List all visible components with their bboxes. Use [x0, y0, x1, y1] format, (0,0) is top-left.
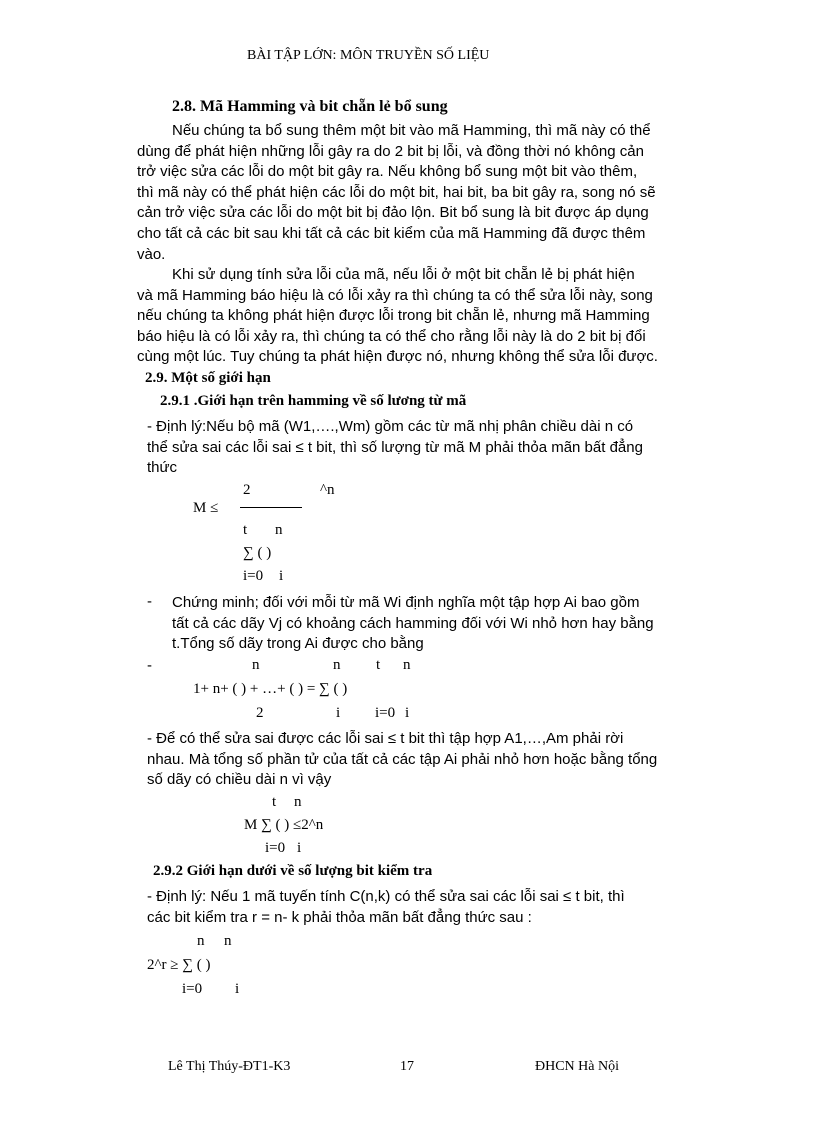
text-line: trở việc sửa các lỗi do một bit gây ra. Nếu không bổ sung một bit vào thêm, [137, 163, 638, 181]
formula-i0: i=0 [265, 840, 286, 856]
text-line: Chứng minh; đối với mỗi từ mã Wi định nghĩa một tập hợp Ai bao gồm [172, 594, 640, 611]
formula-main: M ∑ ( ) ≤2^n [244, 817, 324, 833]
formula-main: 2^r ≥ ∑ ( ) [147, 957, 211, 973]
formula-i: i [279, 568, 284, 584]
text-line: cho tất cả các bit sau khi tất cả các bit kiểm của mã Hamming đã được thêm [137, 224, 646, 242]
theorem-lower-bound [147, 887, 625, 928]
formula-n: n [224, 933, 232, 949]
formula-top: n [333, 657, 341, 673]
formula-i: i [297, 840, 302, 856]
section-2-8-paragraph-1 [137, 121, 656, 265]
text-line: và mã Hamming báo hiệu là có lỗi xảy ra thì chúng ta có thể sửa lỗi này, song [137, 286, 653, 304]
formula-i: i [235, 981, 240, 997]
proof-paragraph [172, 593, 654, 655]
formula-lhs: M ≤ [193, 500, 219, 516]
condition-paragraph [147, 729, 657, 791]
text-line: dùng để phát hiện những lỗi gây ra do 2 bit bị lỗi, và đồng thời nó không cản [137, 142, 644, 160]
text-line: thì mã này có thể phát hiện các lỗi do một bit, hai bit, ba bit gây ra, song nó sẽ [137, 183, 656, 201]
formula-n: n [197, 933, 205, 949]
footer-author: Lê Thị Thúy-ĐT1-K3 [168, 1059, 291, 1074]
text-line: các bit kiểm tra r = n- k phải thỏa mãn bất đẳng thức sau : [147, 908, 532, 926]
text-line: vào. [137, 245, 166, 263]
formula-exponent: ^n [320, 482, 335, 498]
bullet-dash: - [147, 593, 152, 610]
formula-top: t [376, 657, 381, 673]
text-line: nhau. Mà tổng số phần tử của tất cả các tập Ai phải nhỏ hơn hoặc bằng tổng [147, 750, 658, 768]
fraction-bar [240, 507, 302, 508]
text-line: Khi sử dụng tính sửa lỗi của mã, nếu lỗi ở một bit chẵn lẻ bị phát hiện [172, 266, 635, 283]
footer-organization: ĐHCN Hà Nội [535, 1059, 619, 1074]
formula-top: n [403, 657, 411, 673]
section-2-8-heading: 2.8. Mã Hamming và bit chẵn lẻ bổ sung [172, 98, 448, 115]
formula-n: n [275, 522, 283, 538]
text-line: cùng một lúc. Tuy chúng ta phát hiện được nó, nhưng không thể sửa lỗi được. [137, 348, 658, 366]
formula-bottom: i=0 [375, 705, 396, 721]
section-2-9-2-heading: 2.9.2 Giới hạn dưới về số lượng bit kiểm tra [153, 863, 433, 879]
formula-i0: i=0 [182, 981, 203, 997]
section-2-8-paragraph-2 [137, 265, 658, 368]
text-line: nếu chúng ta không phát hiện được lỗi trong bit chẵn lẻ, nhưng mã Hamming [137, 307, 650, 325]
formula-sum: ∑ ( ) [243, 545, 272, 561]
theorem-upper-bound [147, 417, 643, 479]
text-line: t.Tổng số dãy trong Ai được cho bằng [172, 635, 424, 653]
text-line: thức [147, 459, 178, 477]
formula-t: t [272, 794, 277, 810]
formula-n: n [294, 794, 302, 810]
text-line: - Để có thể sửa sai được các lỗi sai ≤ t bit thì tập hợp A1,…,Am phải rời [147, 730, 624, 747]
text-line: báo hiệu là có lỗi xảy ra, thì chúng ta có thể cho rằng lỗi này là do 2 bit bị đổi [137, 327, 646, 345]
text-line: - Định lý:Nếu bộ mã (W1,….,Wm) gồm các từ mã nhị phân chiều dài n có [147, 418, 634, 435]
bullet-dash: - [147, 657, 152, 674]
text-line: Nếu chúng ta bổ sung thêm một bit vào mã Hamming, thì mã này có thể [172, 122, 651, 139]
text-line: - Định lý: Nếu 1 mã tuyến tính C(n,k) có thể sửa sai các lỗi sai ≤ t bit, thì [147, 888, 625, 905]
formula-main: 1+ n+ ( ) + …+ ( ) = ∑ ( ) [193, 681, 348, 697]
page-header-title: BÀI TẬP LỚN: MÔN TRUYỀN SỐ LIỆU [247, 48, 490, 63]
text-line: cản trở việc sửa các lỗi do một bit bị đảo lộn. Bit bổ sung là bit được áp dụng [137, 204, 649, 222]
text-line: thể sửa sai các lỗi sai ≤ t bit, thì số lượng từ mã M phải thỏa mãn bất đẳng [147, 438, 643, 456]
formula-top: n [252, 657, 260, 673]
formula-t: t [243, 522, 248, 538]
formula-bottom: 2 [256, 705, 264, 721]
section-2-9-1-heading: 2.9.1 .Giới hạn trên hamming về số lương từ mã [160, 393, 467, 409]
page-number: 17 [400, 1059, 414, 1074]
text-line: số dãy có chiều dài n vì vậy [147, 771, 332, 789]
text-line: tất cả các dãy Vj có khoảng cách hamming đối với Wi nhỏ hơn hay bằng [172, 614, 654, 632]
formula-bottom: i [405, 705, 410, 721]
section-2-9-heading: 2.9. Một số giới hạn [145, 370, 271, 386]
formula-i0: i=0 [243, 568, 264, 584]
formula-bottom: i [336, 705, 341, 721]
formula-numerator: 2 [243, 482, 251, 498]
